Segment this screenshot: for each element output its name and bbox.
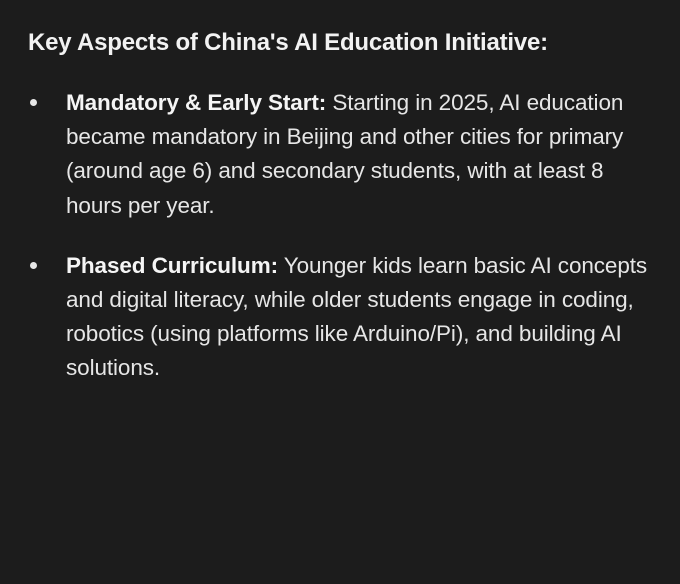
list-item	[28, 249, 650, 386]
list-item-term: Phased Curriculum:	[66, 252, 278, 278]
list-item-text: Starting in 2025, AI education became mandatory in Beijing and other cities for primary (around age 6) and secondary students, with at least 8 hours per year.	[66, 90, 624, 218]
bullet-point-icon	[30, 262, 37, 269]
key-aspects-list	[28, 86, 650, 386]
bullet-point-icon	[30, 99, 37, 106]
list-item-text: Younger kids learn basic AI concepts and digital literacy, while older students engage in coding, robotics (using platforms like Arduino/Pi), and building AI solutions.	[66, 252, 648, 381]
list-item	[28, 86, 650, 223]
page-title: Key Aspects of China's AI Education Initiative:	[28, 29, 548, 56]
list-item-term: Mandatory & Early Start:	[66, 90, 327, 116]
